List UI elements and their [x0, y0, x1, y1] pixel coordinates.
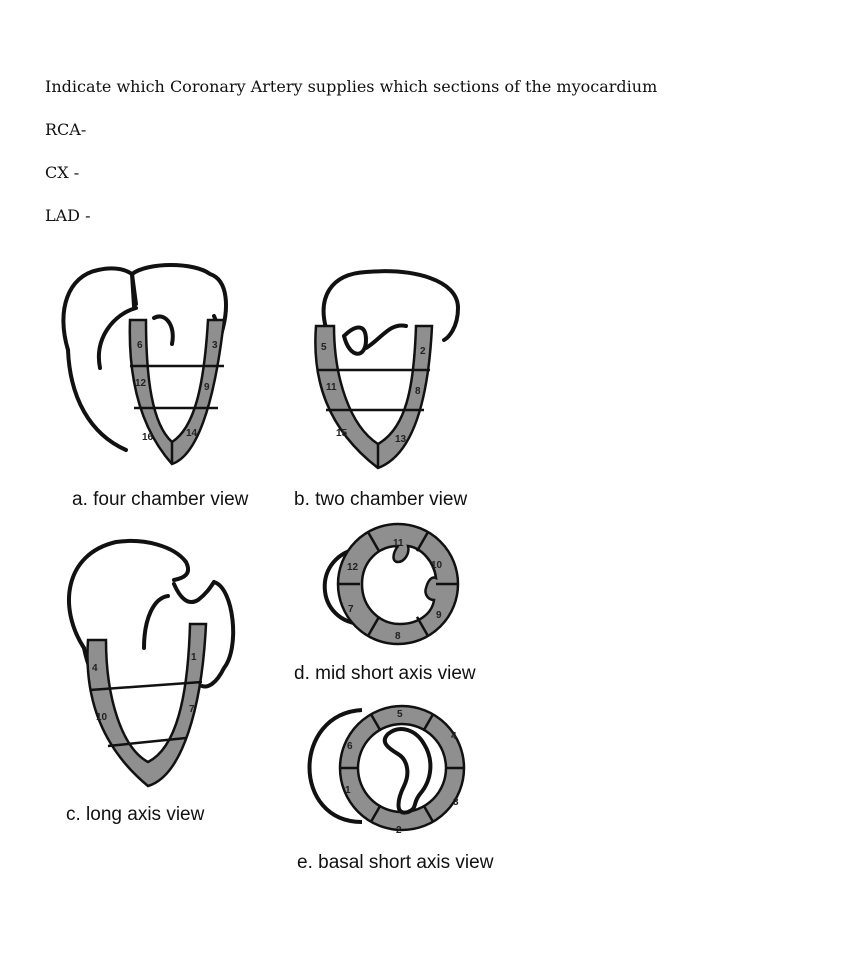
segment-label-a-9: 9: [204, 382, 210, 393]
segment-label-e-3: 3: [453, 797, 459, 808]
caption-two-chamber: b. two chamber view: [294, 489, 468, 510]
segment-label-a-14: 14: [186, 428, 198, 439]
segment-label-e-1: 1: [345, 785, 351, 796]
segment-label-b-8: 8: [415, 386, 421, 397]
segment-label-a-16: 16: [142, 432, 154, 443]
segment-label-e-6: 6: [347, 741, 353, 752]
segment-label-e-4: 4: [451, 731, 457, 742]
segment-label-c-4: 4: [92, 663, 98, 674]
caption-mid-short-axis: d. mid short axis view: [294, 663, 476, 684]
segment-label-b-15: 15: [336, 428, 348, 439]
caption-basal-short-axis: e. basal short axis view: [297, 852, 494, 873]
segment-label-a-12: 12: [135, 378, 147, 389]
segment-label-a-3: 3: [212, 340, 218, 351]
segment-label-c-7: 7: [189, 704, 195, 715]
rca-answer-label: RCA-: [45, 120, 87, 139]
segment-label-b-5: 5: [321, 342, 327, 353]
segment-label-b-11: 11: [326, 382, 337, 393]
four-chamber-atrial-septum: [132, 274, 134, 306]
segment-label-d-11: 11: [393, 538, 404, 549]
segment-label-e-2: 2: [396, 825, 402, 836]
segment-label-a-6: 6: [137, 340, 143, 351]
segment-label-d-9: 9: [436, 610, 442, 621]
segment-label-d-10: 10: [431, 560, 443, 571]
question-text: Indicate which Coronary Artery supplies which sections of the myocardium: [45, 77, 658, 96]
basal-short-axis-myocardium: [340, 706, 464, 830]
lad-answer-label: LAD -: [45, 206, 91, 225]
segment-label-b-13: 13: [395, 434, 407, 445]
segment-label-d-12: 12: [347, 562, 359, 573]
caption-four-chamber: a. four chamber view: [72, 489, 249, 510]
segment-label-c-10: 10: [96, 712, 108, 723]
segment-label-b-2: 2: [420, 346, 426, 357]
segment-label-d-7: 7: [348, 604, 354, 615]
caption-long-axis: c. long axis view: [66, 804, 205, 825]
segment-label-e-5: 5: [397, 709, 403, 720]
myocardial-segments-figure: [44, 228, 540, 880]
cx-answer-label: CX -: [45, 163, 80, 182]
segment-label-d-8: 8: [395, 631, 401, 642]
segment-label-c-1: 1: [191, 652, 197, 663]
figure-background: [44, 228, 540, 880]
